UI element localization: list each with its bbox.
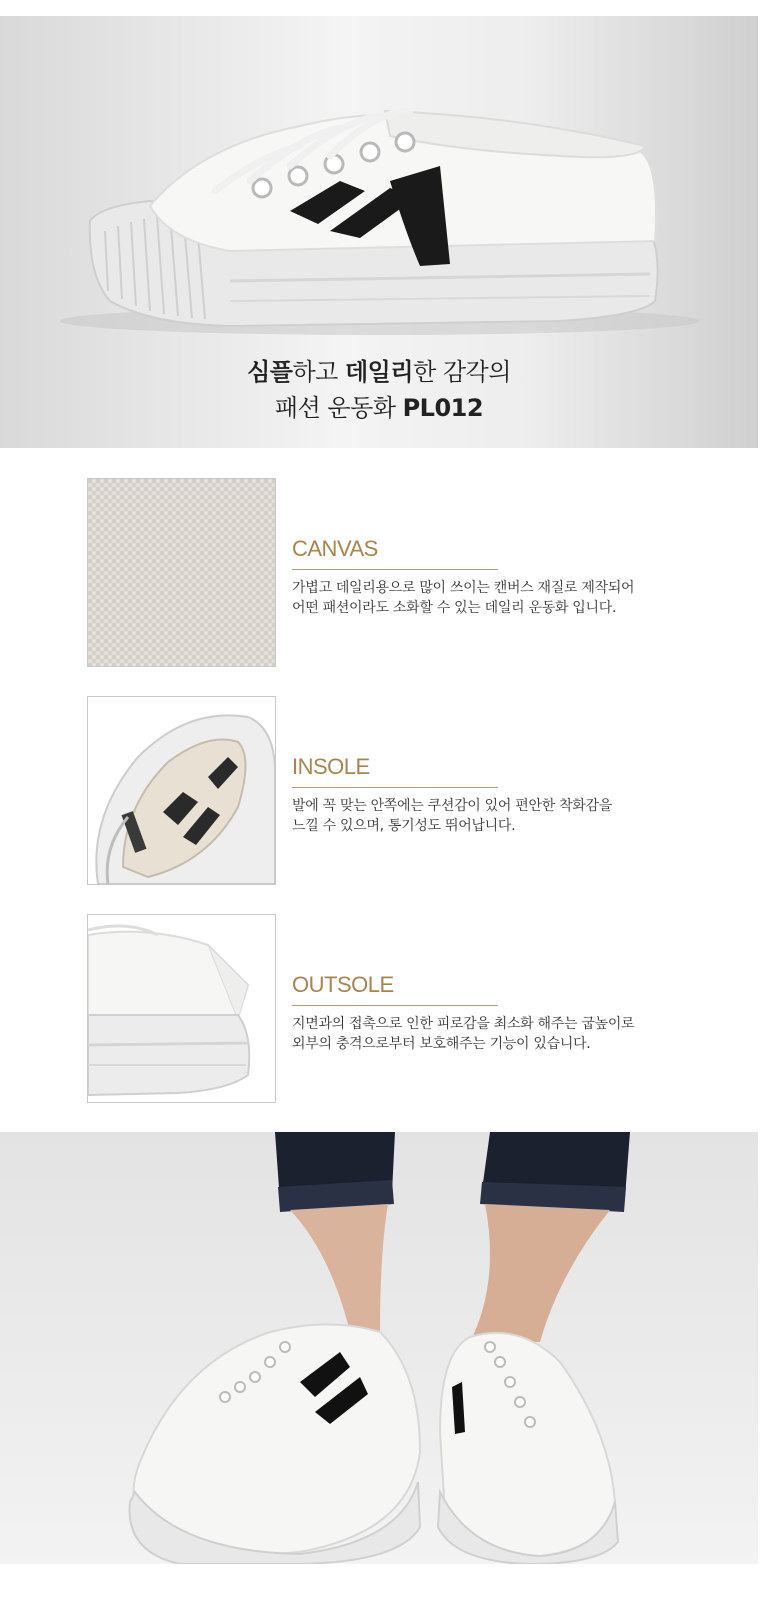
hero-title-word-simple: 심플: [247, 358, 293, 386]
feature-divider: [292, 569, 498, 570]
hero-banner: [0, 16, 758, 448]
worn-shoes-image: [0, 1132, 758, 1564]
canvas-texture-image: [87, 478, 276, 667]
hero-title-connector: 하고: [292, 358, 345, 386]
feature-title: CANVAS: [292, 536, 378, 561]
feature-description-line: 지면과의 접촉으로 인한 피로감을 최소화 해주는 굽높이로: [292, 1016, 635, 1032]
hero-title-suffix: 한 감각의: [413, 358, 511, 386]
insole-image: [87, 696, 276, 885]
hero-model-number: PL012: [402, 394, 484, 422]
feature-insole: [0, 696, 780, 886]
feature-description-line: 어떤 패션이라도 소화할 수 있는 데일리 운동화 입니다.: [292, 600, 617, 616]
hero-title-line2: [0, 390, 758, 426]
feature-description: [292, 1014, 712, 1054]
feature-description-line: 가볍고 데일리용으로 많이 쓰이는 캔버스 재질로 제작되어: [292, 580, 635, 596]
hero-title: [0, 354, 758, 426]
feature-title: INSOLE: [292, 754, 370, 779]
feature-description-line: 외부의 충격으로부터 보호해주는 기능이 있습니다.: [292, 1036, 591, 1052]
feature-description: [292, 578, 712, 618]
feature-description-line: 발에 꼭 맞는 안쪽에는 쿠션감이 있어 편안한 착화감을: [292, 798, 612, 814]
outsole-image: [87, 914, 276, 1103]
feature-title: OUTSOLE: [292, 972, 394, 997]
hero-title-word-daily: 데일리: [344, 358, 414, 386]
hero-title-line2-prefix: 패션 운동화: [274, 394, 403, 422]
hero-title-line1: [0, 354, 758, 390]
feature-divider: [292, 1005, 498, 1006]
feature-canvas: [0, 478, 780, 668]
feature-description: [292, 796, 712, 836]
feature-divider: [292, 787, 498, 788]
feature-description-line: 느낄 수 있으며, 통기성도 뛰어납니다.: [292, 818, 516, 834]
feature-outsole: [0, 914, 780, 1104]
